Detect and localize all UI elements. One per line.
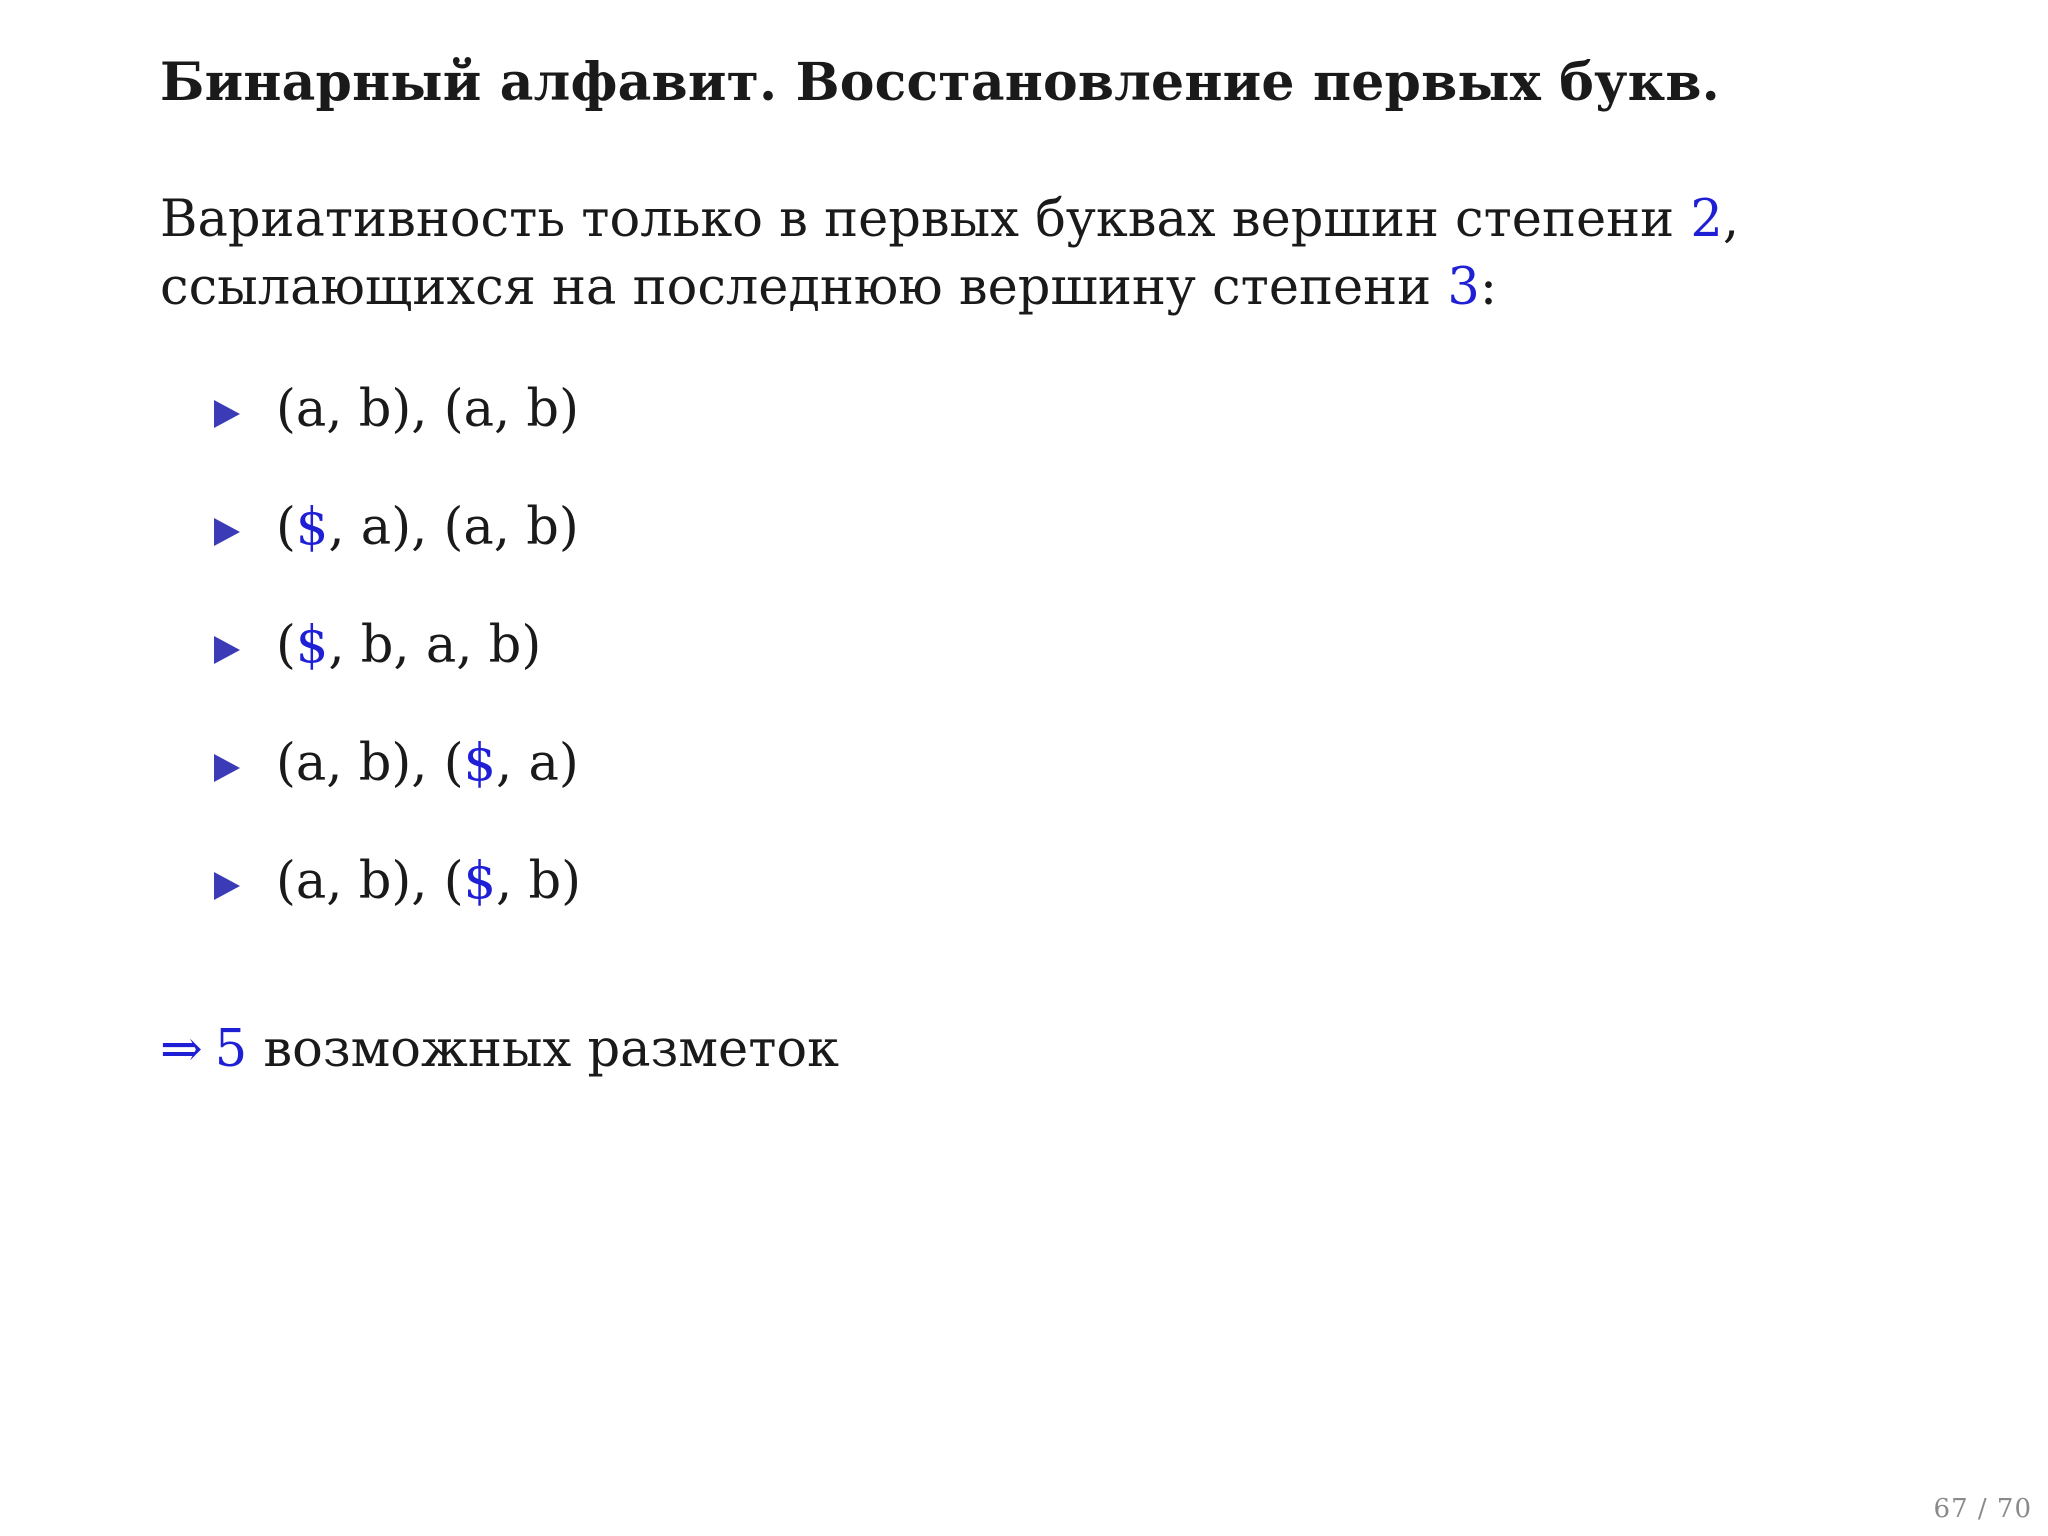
list-item [210,734,581,852]
dollar-symbol: $ [295,498,329,557]
degree-2-number: 2 [1690,190,1723,249]
list-item [210,498,581,616]
triangle-right-icon [214,754,240,782]
intro-line-1-tail: , [1722,190,1740,249]
dollar-symbol: $ [463,852,497,911]
dollar-symbol: $ [295,616,329,675]
page-number: 67 / 70 [1933,1494,2032,1524]
list-item-post: , b) [496,852,582,911]
intro-line-2-tail: : [1479,258,1498,317]
labeling-list [210,380,581,970]
dollar-symbol: $ [463,734,497,793]
intro-line-1-text: Вариативность только в первых буквах вершин степени [160,190,1691,249]
list-item-post: , a) [496,734,579,793]
intro-line-2 [160,254,1920,322]
list-item-pre: ( [276,616,296,675]
list-item-post: , a), (a, b) [328,498,579,557]
list-item [210,616,581,734]
slide-title: Бинарный алфавит. Восстановление первых букв. [160,52,1720,113]
triangle-right-icon [214,400,240,428]
list-item-pre: (a, b), ( [276,734,464,793]
list-item [210,380,581,498]
intro-line-2-text: ссылающихся на последнюю вершину степени [160,258,1448,317]
intro-paragraph [160,186,1920,322]
implies-arrow-icon: ⇒ [160,1020,203,1079]
triangle-right-icon [214,872,240,900]
list-item-text: (a, b), (a, b) [276,380,579,439]
conclusion [160,1020,839,1080]
list-item-pre: ( [276,498,296,557]
intro-line-1 [160,186,1920,254]
conclusion-text: возможных разметок [247,1020,839,1079]
list-item-pre: (a, b), ( [276,852,464,911]
triangle-right-icon [214,636,240,664]
list-item [210,852,581,970]
triangle-right-icon [214,518,240,546]
count-number: 5 [214,1020,248,1079]
degree-3-number: 3 [1447,258,1480,317]
list-item-post: , b, a, b) [328,616,542,675]
